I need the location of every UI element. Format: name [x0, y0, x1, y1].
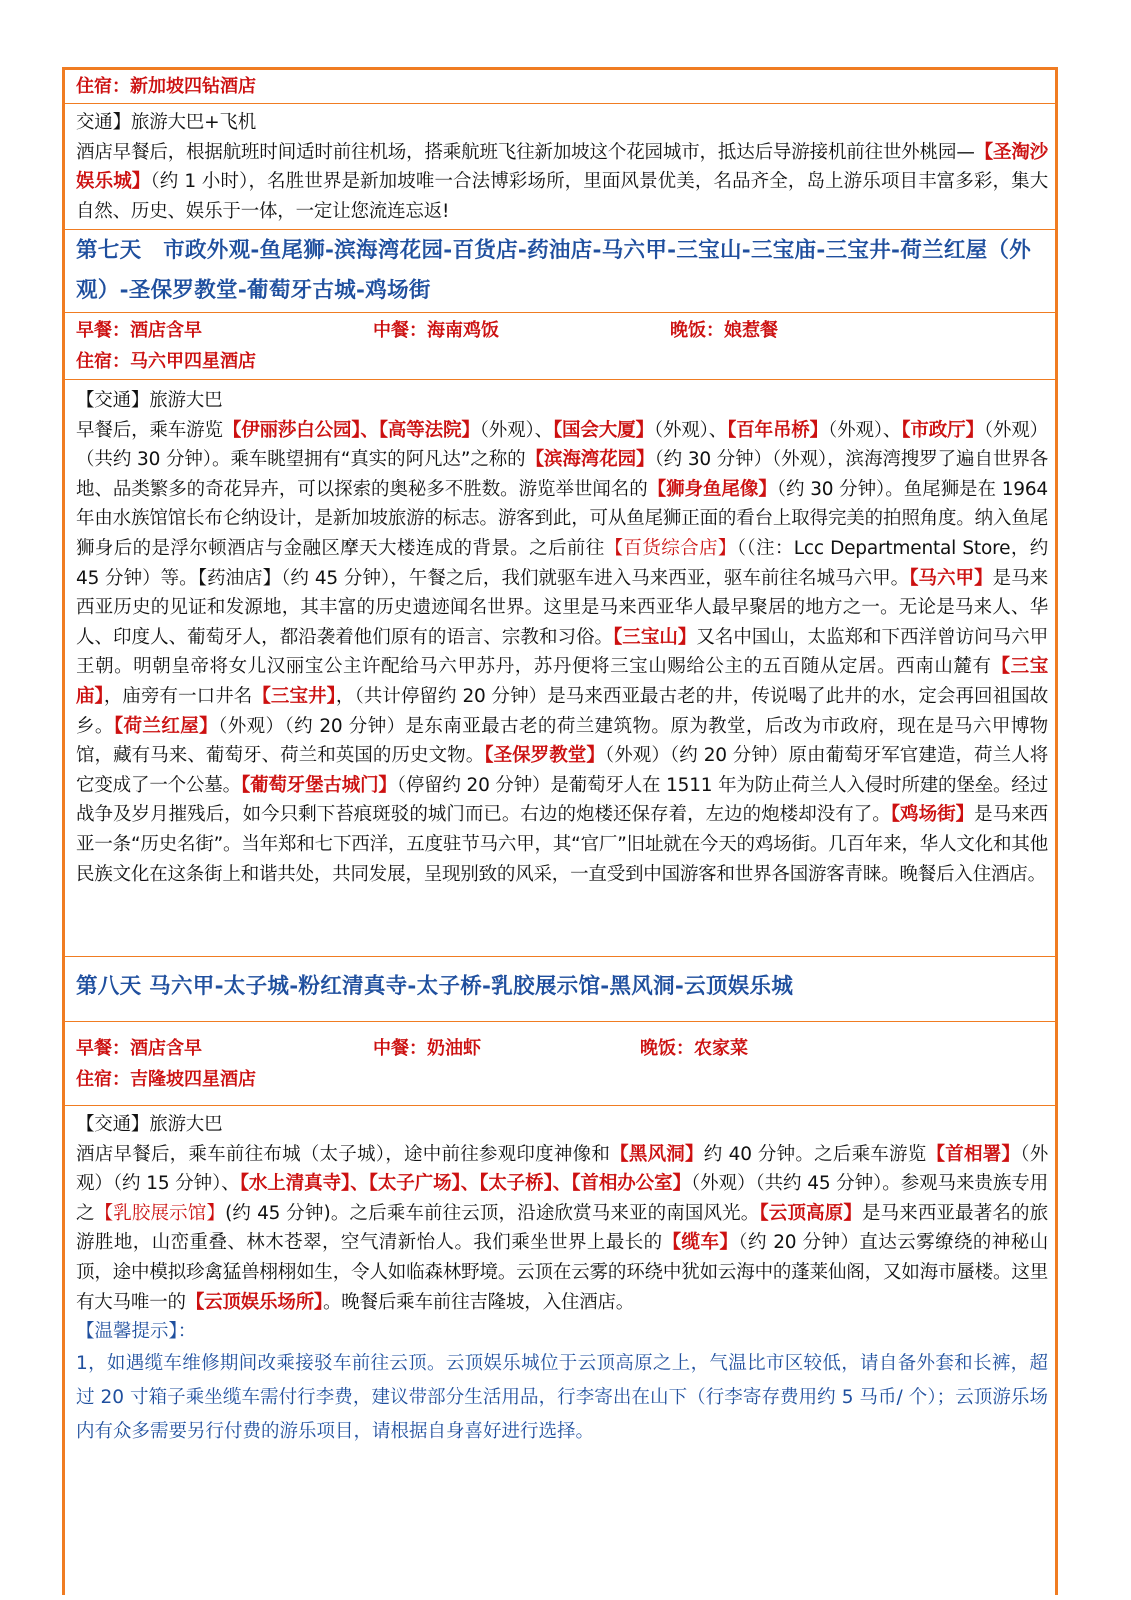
day8-detail-row: [65, 1106, 1055, 1449]
day7-breakfast: 早餐：酒店含早: [76, 320, 202, 341]
day7-detail-row: [65, 380, 1055, 957]
day8-hotel: 住宿：吉隆坡四星酒店: [76, 1069, 256, 1090]
day7-hotel: 住宿：马六甲四星酒店: [76, 351, 256, 372]
day7-title: 第七天 市政外观-鱼尾狮-滨海湾花园-百货店-药油店-马六甲-三宝山-三宝庙-三宝井-荷兰红屋（外观）-圣保罗教堂-葡萄牙古城-鸡场街: [76, 238, 1032, 303]
day8-title: 第八天 马六甲-太子城-粉红清真寺-太子桥-乳胶展示馆-黑风洞-云顶娱乐城: [76, 974, 794, 999]
day7-description: 早餐后，乘车游览【伊丽莎白公园】、【高等法院】（外观）、【国会大厦】（外观）、【百年吊桥】（外观）、【市政厅】（外观）（共约 30 分钟）。乘车眺望拥有“真实的阿凡达”之称的【滨海湾花园】（约 30 分钟）（外观），滨海湾搜罗了遍自世界各地、品类繁多的奇花异卉，可以探索的奥秘多不胜数。游览举世闻名的【狮身鱼尾像】（约 30 分钟）。鱼尾狮是在 1964 年由水族馆馆长布仑纳设计，是新加坡旅游的标志。游客到此，可从鱼尾狮正面的看台上取得完美的拍照角度。纳入鱼尾狮身后的是浮尔顿酒店与金融区摩天大楼连成的背景。之后前往【百货综合店】（（注：Lcc Departmental Store，约 45 分钟）等。【药油店】（约 45 分钟），午餐之后，我们就驱车进入马来西亚，驱车前往名城马六甲。【马六甲】是马来西亚历史的见证和发源地，其丰富的历史遗迹闻名世界。这里是马来西亚华人最早聚居的地方之一。无论是马来人、华人、印度人、葡萄牙人，都沿袭着他们原有的语言、宗教和习俗。【三宝山】又名中国山，太监郑和下西洋曾访问马六甲王朝。明朝皇帝将女儿汉丽宝公主许配给马六甲苏丹，苏丹便将三宝山赐给公主的五百随从定居。西南山麓有【三宝庙】，庙旁有一口井名【三宝井】，（共计停留约 20 分钟）是马来西亚最古老的井，传说喝了此井的水，定会再回祖国故乡。【荷兰红屋】（外观）（约 20 分钟）是东南亚最古老的荷兰建筑物。原为教堂，后改为市政府，现在是马六甲博物馆，藏有马来、葡萄牙、荷兰和英国的历史文物。【圣保罗教堂】（外观）（约 20 分钟）原由葡萄牙军官建造，荷兰人将它变成了一个公墓。【葡萄牙堡古城门】（停留约 20 分钟）是葡萄牙人在 1511 年为防止荷兰人入侵时所建的堡垒。经过战争及岁月摧残后，如今只剩下苔痕斑驳的城门而已。右边的炮楼还保存着，左边的炮楼却没有了。【鸡场街】是马来西亚一条“历史名街”。当年郑和七下西洋，五度驻节马六甲，其“官厂”旧址就在今天的鸡场街。几百年来，华人文化和其他民族文化在这条街上和谐共处，共同发展，呈现别致的风采，一直受到中国游客和世界各国游客青睐。晚餐后入住酒店。: [76, 419, 1049, 885]
day8-title-row: [65, 957, 1055, 1022]
tip-title: 【温馨提示】：: [76, 1321, 197, 1343]
day8-meals-row: [65, 1022, 1055, 1106]
day8-dinner: 晚饭：农家菜: [640, 1038, 748, 1059]
day8-lunch: 中餐：奶油虾: [373, 1038, 481, 1059]
day8-description: 酒店早餐后，乘车前往布城（太子城），途中前往参观印度神像和【黑风洞】约 40 分钟。之后乘车游览【首相署】（外观）（约 15 分钟）、【水上清真寺】、【太子广场】、【太子桥】、【首相办公室】（外观）（共约 45 分钟）。参观马来贵族专用之【乳胶展示馆】(约 45 分钟)。之后乘车前往云顶，沿途欣赏马来亚的南国风光。【云顶高原】是马来西亚最著名的旅游胜地，山峦重叠、林木苍翠，空气清新怡人。我们乘坐世界上最长的【缆车】（约 20 分钟）直达云雾缭绕的神秘山顶，途中模拟珍禽猛兽栩栩如生，令人如临森林野境。云顶在云雾的环绕中犹如云海中的蓬莱仙阁，又如海市蜃楼。这里有大马唯一的【云顶娱乐场所】。晚餐后乘车前往吉隆坡，入住酒店。: [76, 1143, 1049, 1313]
day6-hotel-row: [65, 70, 1055, 104]
day6-hotel: 住宿：新加坡四钻酒店: [76, 76, 256, 97]
day7-transport: 【交通】旅游大巴: [76, 390, 223, 411]
day8-transport: 【交通】旅游大巴: [76, 1114, 223, 1135]
day6-description: 酒店早餐后，根据航班时间适时前往机场，搭乘航班飞往新加坡这个花园城市，抵达后导游接机前往世外桃园—【圣淘沙娱乐城】（约 1 小时），名胜世界是新加坡唯一合法博彩场所，里面风景优美，名品齐全，岛上游乐项目丰富多彩，集大自然、历史、娱乐于一体，一定让您流连忘返!: [76, 141, 1048, 222]
day7-meals: [76, 315, 1048, 346]
day8-breakfast: 早餐：酒店含早: [76, 1038, 202, 1059]
day6-detail-row: [65, 104, 1055, 230]
day7-lunch: 中餐：海南鸡饭: [373, 320, 499, 341]
day6-transport: 交通】旅游大巴+飞机: [76, 112, 257, 133]
day7-title-row: [65, 230, 1055, 313]
tip-text: 1，如遇缆车维修期间改乘接驳车前往云顶。云顶娱乐城位于云顶高原之上，气温比市区较低，请自备外套和长裤，超过 20 寸箱子乘坐缆车需付行李费，建议带部分生活用品，行李寄出在山下（行李寄存费用约 5 马币/ 个）；云顶游乐场内有众多需要另行付费的游乐项目，请根据自身喜好进行选择。: [76, 1353, 1048, 1443]
day7-meals-row: [65, 313, 1055, 380]
day7-dinner: 晚饭：娘惹餐: [670, 320, 778, 341]
itinerary-table: [62, 67, 1058, 1595]
day8-meals: [76, 1033, 1048, 1064]
highlight-sentosa: 【圣淘沙娱乐城】: [76, 141, 1048, 193]
